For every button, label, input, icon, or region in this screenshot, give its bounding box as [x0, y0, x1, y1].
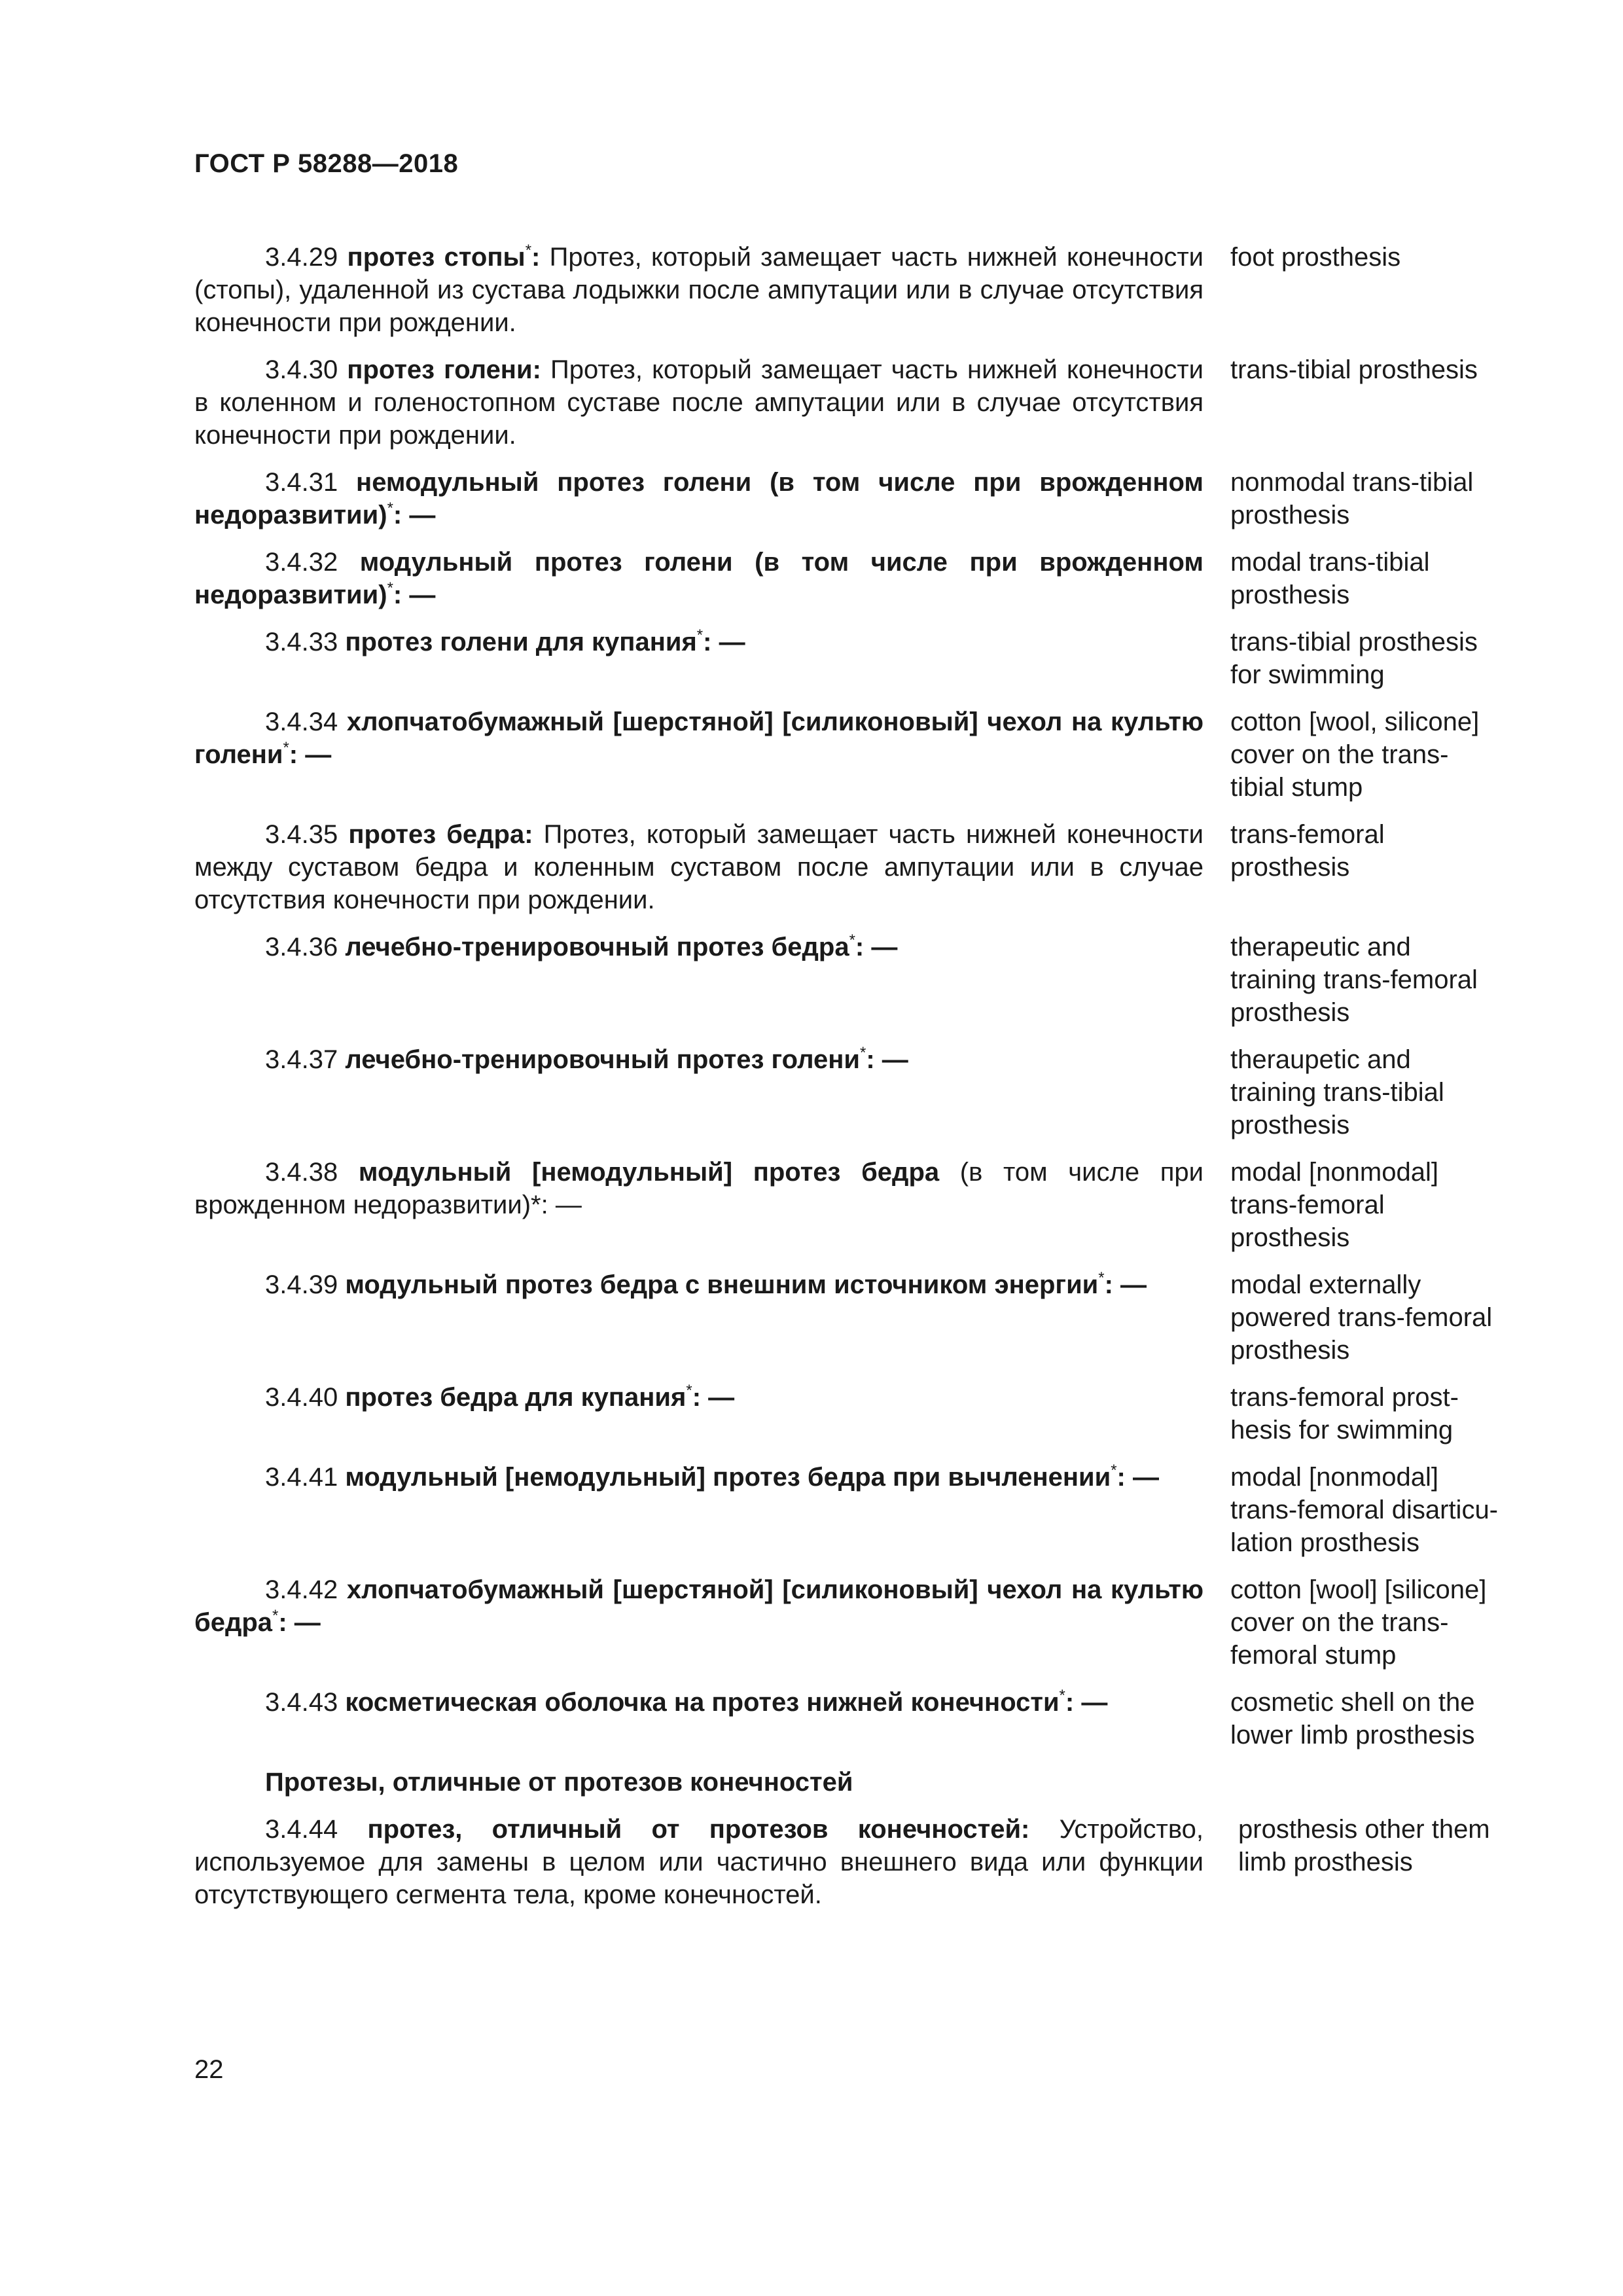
term-english-equivalent: cotton [wool, silicone] cover on the trans- tibial stump — [1230, 708, 1480, 802]
term-colon: : — — [692, 1383, 735, 1412]
term-colon: : — [1021, 1815, 1030, 1844]
term-definition-ru — [194, 818, 1204, 916]
term-number: 3.4.33 — [265, 628, 338, 656]
term-name: модульный протез голени (в том числе при врожденном недоразвитии) — [194, 548, 1204, 609]
term-colon: : — — [1116, 1463, 1159, 1492]
term-colon: : — — [393, 581, 436, 609]
term-entry — [194, 818, 1503, 916]
term-name: протез голени для купания — [345, 628, 697, 656]
term-english-equivalent: cotton [wool] [silicone] cover on the trans- femoral stump — [1230, 1575, 1487, 1670]
term-name: косметическая оболочка на протез нижней конечности — [345, 1688, 1060, 1717]
term-asterisk: * — [686, 1382, 692, 1399]
term-name: протез, отличный от протезов конечностей — [367, 1815, 1022, 1844]
term-entry — [194, 1813, 1503, 1911]
term-entry — [194, 1156, 1503, 1254]
term-colon: : — — [1104, 1270, 1147, 1299]
term-definition-ru — [194, 1381, 1204, 1414]
term-name: модульный [немодульный] протез бедра — [358, 1158, 940, 1187]
term-number: 3.4.30 — [265, 355, 338, 384]
term-asterisk: * — [387, 579, 393, 597]
term-asterisk: * — [272, 1607, 279, 1624]
page-number: 22 — [194, 2055, 224, 2084]
term-definition-text: Устройство, используемое для замены в целом или частично внешнего вида или функции отсутствующего сегмента тела, кроме конечностей. — [194, 1815, 1204, 1909]
term-entry — [194, 1381, 1503, 1446]
term-definition-ru — [194, 626, 1204, 658]
term-number: 3.4.31 — [265, 468, 338, 497]
term-definition-text: Протез, который замещает часть нижней конечности (стопы), удаленной из сустава лодыжки после ампутации или в случае отсутствия конечности при рождении. — [194, 243, 1204, 337]
term-number: 3.4.41 — [265, 1463, 338, 1492]
term-asterisk: * — [1098, 1269, 1105, 1287]
term-list — [194, 241, 1503, 1926]
term-entry — [194, 546, 1503, 611]
term-definition-ru — [194, 353, 1204, 452]
term-name: хлопчатобумажный [шерстяной] [силиконовый] чехол на культю бедра — [194, 1575, 1204, 1637]
term-number: 3.4.34 — [265, 708, 338, 736]
term-definition-ru — [194, 1686, 1204, 1719]
term-english-equivalent: theraupetic and training trans-tibial prosthesis — [1230, 1045, 1444, 1139]
term-name: лечебно-тренировочный протез бедра — [345, 933, 849, 961]
term-colon: : — — [866, 1045, 908, 1074]
term-colon: : — — [1065, 1688, 1108, 1717]
term-colon: : — — [703, 628, 745, 656]
term-asterisk: * — [849, 931, 855, 949]
section-subheading: Протезы, отличные от протезов конечностей — [265, 1768, 853, 1797]
term-english-equivalent: trans-tibial prosthesis — [1230, 355, 1478, 384]
term-name: протез стопы — [347, 243, 526, 272]
term-english-equivalent: trans-tibial prosthesis for swimming — [1230, 628, 1478, 689]
term-definition-ru — [194, 706, 1204, 771]
term-name: модульный [немодульный] протез бедра при вычленении — [345, 1463, 1111, 1492]
term-english-equivalent: trans-femoral prost- hesis for swimming — [1230, 1383, 1459, 1444]
term-colon: : — [532, 355, 541, 384]
term-definition-ru — [194, 1573, 1204, 1639]
term-definition-ru — [194, 931, 1204, 963]
term-colon: : — — [393, 501, 436, 529]
term-english-equivalent: modal trans-tibial prosthesis — [1230, 548, 1430, 609]
term-name: немодульный протез голени (в том числе при врожденном недоразвитии) — [194, 468, 1204, 529]
term-asterisk: * — [1111, 1462, 1117, 1479]
term-number: 3.4.37 — [265, 1045, 338, 1074]
term-entry — [194, 1461, 1503, 1559]
term-entry — [194, 706, 1503, 804]
term-number: 3.4.36 — [265, 933, 338, 961]
term-definition-ru — [194, 466, 1204, 531]
term-number: 3.4.42 — [265, 1575, 338, 1604]
term-definition-text: Протез, который замещает часть нижней конечности в коленном и голеностопном суставе после ампутации или в случае отсутствия конечности при рождении. — [194, 355, 1204, 450]
term-number: 3.4.29 — [265, 243, 338, 272]
term-number: 3.4.39 — [265, 1270, 338, 1299]
term-colon: : — — [289, 740, 332, 769]
term-colon: : — — [278, 1608, 321, 1637]
term-name: хлопчатобумажный [шерстяной] [силиконовый] чехол на культю голени — [194, 708, 1204, 769]
term-name: протез голени — [347, 355, 533, 384]
term-name: лечебно-тренировочный протез голени — [345, 1045, 860, 1074]
term-name: протез бедра для купания — [345, 1383, 687, 1412]
term-english-equivalent: cosmetic shell on the lower limb prosthesis — [1230, 1688, 1475, 1749]
term-english-equivalent: nonmodal trans-tibial prosthesis — [1230, 468, 1474, 529]
term-number: 3.4.40 — [265, 1383, 338, 1412]
term-english-equivalent: therapeutic and training trans-femoral prosthesis — [1230, 933, 1478, 1027]
term-entry — [194, 466, 1503, 531]
term-number: 3.4.32 — [265, 548, 338, 577]
term-english-equivalent: trans-femoral prosthesis — [1230, 820, 1385, 882]
term-entry — [194, 1043, 1503, 1141]
term-english-equivalent: modal externally powered trans-femoral prosthesis — [1230, 1270, 1493, 1365]
term-name: протез бедра — [348, 820, 525, 849]
term-number: 3.4.38 — [265, 1158, 338, 1187]
term-definition-ru — [194, 1813, 1204, 1911]
term-asterisk: * — [696, 626, 704, 644]
term-colon: : — — [855, 933, 898, 961]
term-english-equivalent: prosthesis other them limb prosthesis — [1238, 1815, 1490, 1876]
term-definition-ru — [194, 546, 1204, 611]
term-asterisk: * — [525, 242, 532, 259]
term-definition-ru — [194, 1461, 1204, 1494]
term-number: 3.4.43 — [265, 1688, 338, 1717]
term-asterisk: * — [283, 739, 289, 757]
document-header: ГОСТ Р 58288—2018 — [194, 149, 459, 178]
term-number: 3.4.44 — [265, 1815, 338, 1844]
term-english-equivalent: modal [nonmodal] trans-femoral disarticu- lation prosthesis — [1230, 1463, 1499, 1557]
term-definition-ru — [194, 1268, 1204, 1301]
term-definition-text: (в том числе при врожденном недоразвитии)*: — — [194, 1158, 1204, 1219]
term-definition-ru — [194, 241, 1204, 339]
term-asterisk: * — [387, 499, 393, 517]
term-definition-ru — [194, 1043, 1204, 1076]
term-entry — [194, 241, 1503, 339]
term-entry — [194, 931, 1503, 1029]
term-entry — [194, 1573, 1503, 1672]
term-entry — [194, 353, 1503, 452]
term-definition-text: Протез, который замещает часть нижней конечности между суставом бедра и коленным суставом после ампутации или в случае отсутствия конечности при рождении. — [194, 820, 1204, 914]
term-entry — [194, 626, 1503, 691]
term-english-equivalent: foot prosthesis — [1230, 243, 1401, 272]
term-entry — [194, 1686, 1503, 1751]
term-asterisk: * — [859, 1044, 866, 1062]
term-number: 3.4.35 — [265, 820, 338, 849]
term-name: модульный протез бедра с внешним источником энергии — [345, 1270, 1099, 1299]
term-definition-ru — [194, 1156, 1204, 1221]
term-colon: : — [524, 820, 533, 849]
term-english-equivalent: modal [nonmodal] trans-femoral prosthesis — [1230, 1158, 1438, 1252]
term-colon: : — [531, 243, 541, 272]
term-asterisk: * — [1059, 1687, 1065, 1704]
term-entry — [194, 1268, 1503, 1367]
